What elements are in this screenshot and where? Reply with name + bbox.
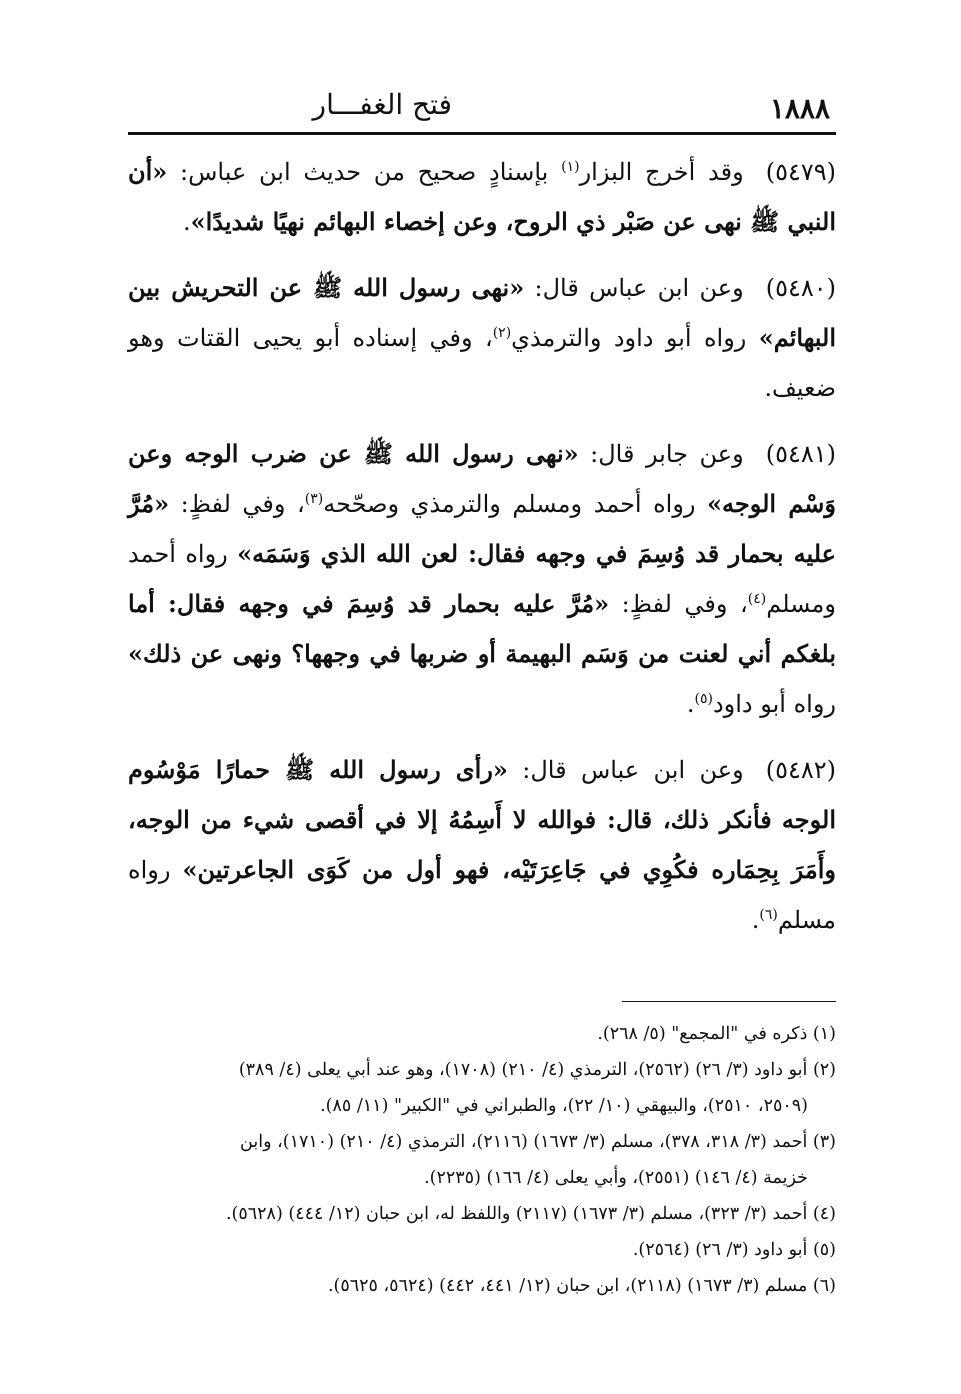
- footnote: [128, 1124, 836, 1196]
- text-run: وقد أخرج البزار: [579, 158, 744, 186]
- hadith-quote: «مُرَّ: [568, 589, 610, 618]
- hadith-quote: «مُرَّ عليه بحمار: [128, 489, 836, 568]
- footnote: [128, 1196, 836, 1232]
- text-run: وعن ابن عباس قال:: [524, 274, 744, 302]
- hadith-paragraph: [128, 263, 836, 413]
- footnote-ref: (٥): [694, 691, 713, 707]
- footnotes: [128, 1016, 836, 1304]
- hadith-quote: «رأى رسول الله ﷺ حمارًا مَوْسُوم الوجه: [128, 755, 836, 834]
- hadith-number: (٥٤٨١): [765, 440, 836, 468]
- text-run: رواه أبو داود والترمذي: [511, 324, 759, 352]
- hadith-quote: «أن: [128, 157, 168, 186]
- hadith-quote: «نهى رسول الله ﷺ عن ضرب الوجه وعن: [128, 439, 579, 468]
- hadith-quote: وَسْم الوجه»: [707, 489, 836, 518]
- hadith-quote: البهائم»: [758, 323, 836, 352]
- text-run: .: [182, 208, 191, 236]
- text-run: رواه مسلم: [128, 856, 836, 934]
- hadith-paragraph: [128, 745, 836, 945]
- hadith-number: (٥٤٨٠): [765, 274, 836, 302]
- text-run: بإسنادٍ صحيح من حديث ابن عباس:: [167, 158, 562, 186]
- hadith-number: (٥٤٧٩): [765, 158, 836, 186]
- footnote-separator: [622, 1001, 836, 1002]
- page-header: [128, 88, 836, 135]
- hadith-paragraph: [128, 429, 836, 729]
- hadith-number: (٥٤٨٢): [765, 756, 837, 784]
- text-run: ، وفي لفظٍ:: [169, 490, 305, 518]
- hadith-quote: «نهى رسول الله ﷺ عن التحريش بين: [128, 273, 525, 302]
- footnote-line: (٣) أحمد (٣/ ٣١٨، ٣٧٨)، مسلم (٣/ ١٦٧٣) (٢١١٦)، الترمذي (٤/ ٢١٠) (١٧١٠)، وابن: [240, 1132, 836, 1152]
- hadith-quote: النبي ﷺ نهى عن صَبْر ذي الروح، وعن إخصاء البهائم نهيًا شديدًا»: [190, 207, 836, 236]
- text-run: رواه أحمد ومسلم: [128, 540, 836, 618]
- text-run: .: [686, 690, 695, 718]
- footnote-ref: (٦): [759, 907, 778, 923]
- footnote-ref: (٤): [747, 591, 767, 607]
- text-run: ، وفي إسناده أبو يحيى القتات وهو ضعيف.: [128, 324, 836, 402]
- text-run: وعن ابن عباس قال:: [507, 756, 744, 784]
- text-run: .: [751, 906, 760, 934]
- text-run: رواه أبو داود: [712, 690, 836, 718]
- footnote: [128, 1232, 836, 1268]
- hadith-paragraph: [128, 147, 836, 247]
- footnote: [128, 1052, 836, 1124]
- footnote-line: خزيمة (٤/ ١٤٦) (٢٥٥١)، وأبي يعلى (٤/ ١٦٦) (٢٢٣٥).: [424, 1168, 808, 1188]
- footnote-ref: (١): [561, 159, 580, 175]
- footnote-line: (٤) أحمد (٣/ ٣٢٣)، مسلم (٣/ ١٦٧٣) (٢١١٧) واللفظ له، ابن حبان (١٢/ ٤٤٤) (٥٦٢٨).: [225, 1204, 836, 1224]
- book-page: [128, 88, 837, 1296]
- footnote-line: (٥) أبو داود (٣/ ٢٦) (٢٥٦٤).: [632, 1240, 836, 1260]
- text-run: وعن جابر قال:: [578, 440, 744, 468]
- page-number: ١٨٨٨: [769, 92, 830, 125]
- hadith-quote: في وجهها؟ ونهى عن ذلك»: [128, 639, 401, 668]
- hadith-quote: عليه بحمار قد وُسِمَ في وجهه فقال: أما بلغكم أني لعنت من وَسَم البهيمة أو ضربها: [128, 589, 837, 668]
- footnote-ref: (٢): [492, 325, 512, 341]
- hadith-quote: في جَاعِرَتَيْه، فهو أول من كَوَى الجاعرتين»: [182, 855, 631, 884]
- text-run: رواه أحمد ومسلم والترمذي وصحّحه: [323, 490, 708, 518]
- book-title: فتح الغفـــار: [312, 88, 452, 121]
- footnote-line: (١) ذكره في "المجمع" (٥/ ٢٦٨).: [597, 1024, 836, 1044]
- hadith-quote: فأنكر ذلك، قال: فوالله لا أَسِمُهُ إلا في أقصى شيء من الوجه، وأَمَرَ بِحِمَاره فكُوِي: [128, 805, 837, 884]
- footnote-ref: (٣): [304, 491, 324, 507]
- hadith-quote: قد وُسِمَ في وجهه فقال: لعن الله الذي وَسَمَه»: [237, 539, 720, 568]
- footnote-line: (٢) أبو داود (٣/ ٢٦) (٢٥٦٢)، الترمذي (٤/ ٢١٠) (١٧٠٨)، وهو عند أبي يعلى (٤/ ٣٨٩): [238, 1060, 836, 1080]
- footnote-line: (٦) مسلم (٣/ ١٦٧٣) (٢١١٨)، ابن حبان (١٢/ ٤٤١، ٤٤٢) (٥٦٢٤، ٥٦٢٥).: [327, 1276, 836, 1296]
- footnote: [128, 1016, 836, 1052]
- text-run: ، وفي لفظٍ:: [609, 590, 748, 618]
- main-text: [128, 147, 836, 945]
- footnote-line: (٢٥٠٩، ٢٥١٠)، والبيهقي (١٠/ ٢٢)، والطبراني في "الكبير" (١١/ ٨٥).: [320, 1096, 808, 1116]
- footnote: [128, 1268, 836, 1304]
